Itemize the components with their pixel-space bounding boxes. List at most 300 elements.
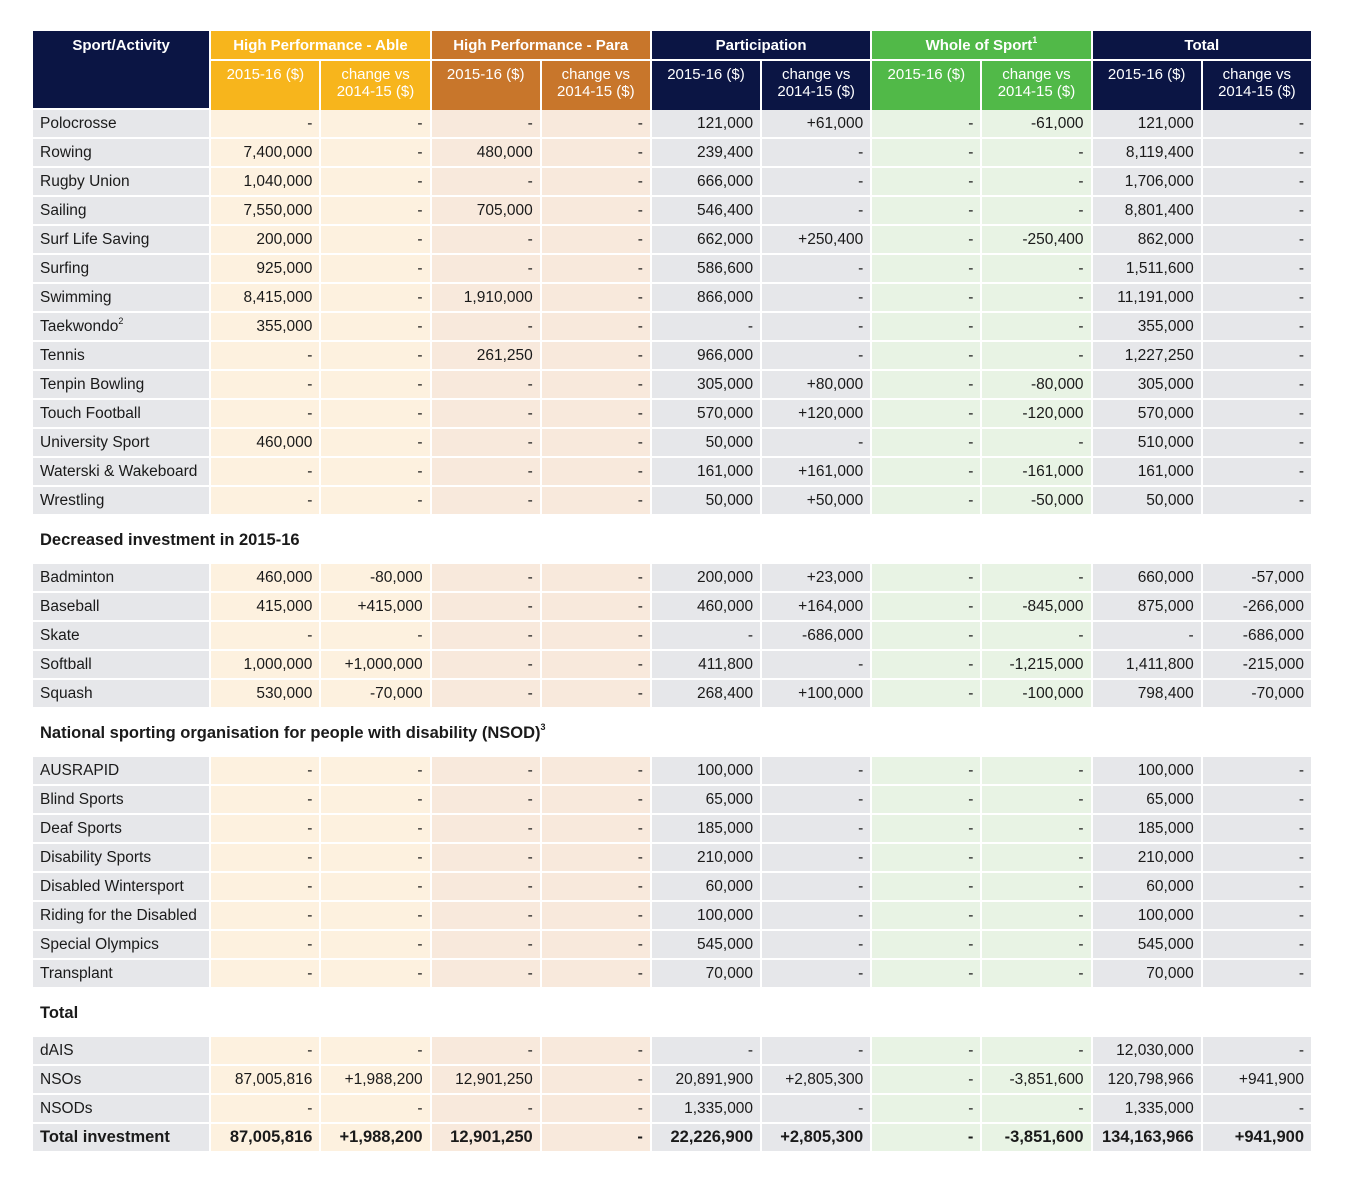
hp-para-change-cell: - xyxy=(542,226,652,255)
total-change-cell: - xyxy=(1203,786,1313,815)
hp-able-change-cell: - xyxy=(321,757,431,786)
subheader-value: 2015-16 ($) xyxy=(432,61,542,110)
participation-change-cell: - xyxy=(762,651,872,680)
hp-able-value-cell: - xyxy=(211,757,321,786)
total-change-cell: - xyxy=(1203,902,1313,931)
whole-of-sport-change-cell: -3,851,600 xyxy=(982,1066,1092,1095)
hp-para-value-cell: 1,910,000 xyxy=(432,284,542,313)
sport-name-label: Swimming xyxy=(40,288,112,306)
sport-name-label: Skate xyxy=(40,626,80,644)
participation-change-cell: +50,000 xyxy=(762,487,872,516)
section-heading-nsod xyxy=(33,709,1313,757)
whole-of-sport-change-cell: - xyxy=(982,873,1092,902)
participation-value-cell: - xyxy=(652,313,762,342)
sport-name-label: Deaf Sports xyxy=(40,819,122,837)
hp-able-change-cell: - xyxy=(321,110,431,139)
total-value-cell: 862,000 xyxy=(1093,226,1203,255)
table-row xyxy=(33,313,1313,342)
total-change-cell: - xyxy=(1203,226,1313,255)
table-row xyxy=(33,342,1313,371)
total-value-cell: 545,000 xyxy=(1093,931,1203,960)
whole-of-sport-change-cell: -100,000 xyxy=(982,680,1092,709)
total-change-cell: - xyxy=(1203,197,1313,226)
hp-able-change-cell: - xyxy=(321,873,431,902)
participation-change-cell: - xyxy=(762,960,872,989)
total-change-cell: - xyxy=(1203,400,1313,429)
whole-of-sport-change-cell: - xyxy=(982,429,1092,458)
table-row xyxy=(33,400,1313,429)
hp-para-value-cell: - xyxy=(432,371,542,400)
total-value-cell: 70,000 xyxy=(1093,960,1203,989)
total-value-cell: 1,411,800 xyxy=(1093,651,1203,680)
whole-of-sport-value-cell: - xyxy=(872,313,982,342)
participation-value-cell: 966,000 xyxy=(652,342,762,371)
rows-nsod xyxy=(33,757,1313,989)
participation-change-cell: - xyxy=(762,168,872,197)
subheader-value: 2015-16 ($) xyxy=(211,61,321,110)
hp-para-change-cell: - xyxy=(542,873,652,902)
participation-value-cell: 50,000 xyxy=(652,487,762,516)
section-heading-nsod-label: National sporting organisation for people with disability (NSOD) xyxy=(40,723,541,742)
subheader-value: 2015-16 ($) xyxy=(1093,61,1203,110)
sport-name xyxy=(33,255,211,284)
sport-name-label: Special Olympics xyxy=(40,935,159,953)
hp-para-value-cell: - xyxy=(432,255,542,284)
hp-able-change-cell: - xyxy=(321,786,431,815)
sport-name xyxy=(33,110,211,139)
total-change-cell: - xyxy=(1203,1037,1313,1066)
total-change-cell: - xyxy=(1203,873,1313,902)
hp-para-change-cell: - xyxy=(542,651,652,680)
hp-able-change-cell: - xyxy=(321,960,431,989)
whole-of-sport-change-cell: - xyxy=(982,786,1092,815)
table-row xyxy=(33,487,1313,516)
hp-able-value-cell: - xyxy=(211,110,321,139)
table-row xyxy=(33,429,1313,458)
participation-change-cell: +2,805,300 xyxy=(762,1124,872,1153)
sport-name-label: Disability Sports xyxy=(40,848,152,866)
whole-of-sport-value-cell: - xyxy=(872,931,982,960)
total-change-cell: -266,000 xyxy=(1203,593,1313,622)
participation-value-cell: 161,000 xyxy=(652,458,762,487)
total-change-cell: - xyxy=(1203,815,1313,844)
total-change-cell: - xyxy=(1203,110,1313,139)
total-value-cell: 570,000 xyxy=(1093,400,1203,429)
sport-name xyxy=(33,815,211,844)
table-row xyxy=(33,902,1313,931)
table-row xyxy=(33,931,1313,960)
sport-name xyxy=(33,487,211,516)
whole-of-sport-value-cell: - xyxy=(872,1124,982,1153)
hp-para-value-cell: - xyxy=(432,873,542,902)
hp-able-change-cell: - xyxy=(321,168,431,197)
whole-of-sport-value-cell: - xyxy=(872,873,982,902)
hp-able-value-cell: 1,040,000 xyxy=(211,168,321,197)
whole-of-sport-change-cell: -80,000 xyxy=(982,371,1092,400)
hp-para-value-cell: - xyxy=(432,931,542,960)
sport-name xyxy=(33,786,211,815)
hp-able-value-cell: 530,000 xyxy=(211,680,321,709)
total-value-cell: 1,706,000 xyxy=(1093,168,1203,197)
whole-of-sport-value-cell: - xyxy=(872,786,982,815)
hp-para-value-cell: - xyxy=(432,593,542,622)
total-value-cell: 65,000 xyxy=(1093,786,1203,815)
total-change-cell: -686,000 xyxy=(1203,622,1313,651)
hp-para-change-cell: - xyxy=(542,815,652,844)
total-value-cell: 100,000 xyxy=(1093,757,1203,786)
total-change-cell: - xyxy=(1203,429,1313,458)
hp-able-change-cell: -70,000 xyxy=(321,680,431,709)
participation-value-cell: 586,600 xyxy=(652,255,762,284)
total-value-cell: 50,000 xyxy=(1093,487,1203,516)
hp-able-change-cell: - xyxy=(321,313,431,342)
whole-of-sport-value-cell: - xyxy=(872,400,982,429)
hp-able-value-cell: 7,400,000 xyxy=(211,139,321,168)
participation-change-cell: - xyxy=(762,429,872,458)
hp-para-value-cell: - xyxy=(432,844,542,873)
participation-change-cell: +250,400 xyxy=(762,226,872,255)
table-row xyxy=(33,960,1313,989)
hp-able-change-cell: - xyxy=(321,1095,431,1124)
header-group-hp-para: High Performance - Para xyxy=(432,31,652,61)
table-row xyxy=(33,458,1313,487)
table-row xyxy=(33,757,1313,786)
whole-of-sport-value-cell: - xyxy=(872,429,982,458)
hp-able-change-cell: - xyxy=(321,197,431,226)
participation-value-cell: 1,335,000 xyxy=(652,1095,762,1124)
hp-para-value-cell: 705,000 xyxy=(432,197,542,226)
subheader-change: change vs 2014-15 ($) xyxy=(762,61,872,110)
hp-para-change-cell: - xyxy=(542,342,652,371)
hp-para-value-cell: - xyxy=(432,960,542,989)
total-change-cell: - xyxy=(1203,313,1313,342)
whole-of-sport-value-cell: - xyxy=(872,342,982,371)
sport-name xyxy=(33,313,211,342)
total-change-cell: -70,000 xyxy=(1203,680,1313,709)
whole-of-sport-value-cell: - xyxy=(872,168,982,197)
footnote-marker: 2 xyxy=(118,315,124,326)
hp-para-change-cell: - xyxy=(542,255,652,284)
hp-para-value-cell: - xyxy=(432,651,542,680)
sport-name xyxy=(33,873,211,902)
sport-name xyxy=(33,429,211,458)
hp-para-change-cell: - xyxy=(542,1124,652,1153)
sport-name-label: Tennis xyxy=(40,346,85,364)
investment-table xyxy=(33,31,1313,1153)
whole-of-sport-value-cell: - xyxy=(872,902,982,931)
sport-name xyxy=(33,139,211,168)
hp-able-value-cell: 415,000 xyxy=(211,593,321,622)
hp-able-value-cell: - xyxy=(211,1095,321,1124)
whole-of-sport-change-cell: - xyxy=(982,168,1092,197)
hp-able-value-cell: 7,550,000 xyxy=(211,197,321,226)
hp-para-change-cell: - xyxy=(542,680,652,709)
footnote-marker: 3 xyxy=(540,721,546,732)
participation-change-cell: +120,000 xyxy=(762,400,872,429)
hp-para-value-cell: - xyxy=(432,680,542,709)
section-heading-decreased: Decreased investment in 2015-16 xyxy=(33,516,1313,564)
hp-able-change-cell: - xyxy=(321,226,431,255)
participation-value-cell: 866,000 xyxy=(652,284,762,313)
subheader-change: change vs 2014-15 ($) xyxy=(982,61,1092,110)
hp-para-change-cell: - xyxy=(542,487,652,516)
participation-value-cell: 545,000 xyxy=(652,931,762,960)
participation-change-cell: +161,000 xyxy=(762,458,872,487)
sport-name-label: Blind Sports xyxy=(40,790,124,808)
sport-name xyxy=(33,1066,211,1095)
hp-able-value-cell: - xyxy=(211,371,321,400)
total-value-cell: 875,000 xyxy=(1093,593,1203,622)
hp-para-value-cell: - xyxy=(432,1095,542,1124)
rows-total xyxy=(33,1037,1313,1153)
hp-able-value-cell: - xyxy=(211,844,321,873)
sport-name-label: Waterski & Wakeboard xyxy=(40,462,198,480)
sport-name xyxy=(33,622,211,651)
whole-of-sport-value-cell: - xyxy=(872,284,982,313)
hp-para-change-cell: - xyxy=(542,960,652,989)
total-change-cell: +941,900 xyxy=(1203,1124,1313,1153)
whole-of-sport-value-cell: - xyxy=(872,487,982,516)
participation-value-cell: 666,000 xyxy=(652,168,762,197)
subheader-change: change vs 2014-15 ($) xyxy=(1203,61,1313,110)
total-change-cell: -215,000 xyxy=(1203,651,1313,680)
sport-name-label: University Sport xyxy=(40,433,150,451)
whole-of-sport-value-cell: - xyxy=(872,1095,982,1124)
sport-name-label: Transplant xyxy=(40,964,113,982)
total-value-cell: 185,000 xyxy=(1093,815,1203,844)
participation-change-cell: +164,000 xyxy=(762,593,872,622)
sport-name-label: Baseball xyxy=(40,597,100,615)
sport-name-label: Surf Life Saving xyxy=(40,230,150,248)
whole-of-sport-change-cell: -1,215,000 xyxy=(982,651,1092,680)
participation-value-cell: 100,000 xyxy=(652,757,762,786)
hp-para-change-cell: - xyxy=(542,313,652,342)
participation-change-cell: - xyxy=(762,757,872,786)
header-group-total: Total xyxy=(1093,31,1313,61)
table-row xyxy=(33,1066,1313,1095)
participation-change-cell: - xyxy=(762,815,872,844)
whole-of-sport-change-cell: - xyxy=(982,1037,1092,1066)
participation-value-cell: 662,000 xyxy=(652,226,762,255)
total-change-cell: - xyxy=(1203,1095,1313,1124)
hp-able-value-cell: - xyxy=(211,873,321,902)
sport-name xyxy=(33,844,211,873)
hp-able-change-cell: +1,000,000 xyxy=(321,651,431,680)
hp-able-value-cell: 925,000 xyxy=(211,255,321,284)
hp-para-change-cell: - xyxy=(542,429,652,458)
hp-able-change-cell: - xyxy=(321,815,431,844)
whole-of-sport-value-cell: - xyxy=(872,139,982,168)
total-change-cell: -57,000 xyxy=(1203,564,1313,593)
sport-name xyxy=(33,371,211,400)
whole-of-sport-change-cell: - xyxy=(982,284,1092,313)
hp-able-change-cell: - xyxy=(321,458,431,487)
hp-para-change-cell: - xyxy=(542,564,652,593)
table-row xyxy=(33,1124,1313,1153)
whole-of-sport-change-cell: - xyxy=(982,622,1092,651)
participation-value-cell: 570,000 xyxy=(652,400,762,429)
total-change-cell: - xyxy=(1203,371,1313,400)
sport-name xyxy=(33,1095,211,1124)
table-row xyxy=(33,197,1313,226)
whole-of-sport-value-cell: - xyxy=(872,844,982,873)
sport-name-label: Wrestling xyxy=(40,491,105,509)
total-change-cell: - xyxy=(1203,487,1313,516)
hp-para-change-cell: - xyxy=(542,844,652,873)
participation-change-cell: - xyxy=(762,931,872,960)
hp-para-value-cell: - xyxy=(432,458,542,487)
hp-able-value-cell: - xyxy=(211,342,321,371)
participation-change-cell: -686,000 xyxy=(762,622,872,651)
sport-name-label: Touch Football xyxy=(40,404,141,422)
participation-value-cell: 546,400 xyxy=(652,197,762,226)
table-row xyxy=(33,1095,1313,1124)
hp-para-value-cell: - xyxy=(432,902,542,931)
header-group-hp-able: High Performance - Able xyxy=(211,31,431,61)
total-value-cell: 1,227,250 xyxy=(1093,342,1203,371)
sport-name-label: Squash xyxy=(40,684,93,702)
participation-value-cell: 460,000 xyxy=(652,593,762,622)
table-row xyxy=(33,786,1313,815)
table-row xyxy=(33,168,1313,197)
whole-of-sport-change-cell: - xyxy=(982,139,1092,168)
whole-of-sport-value-cell: - xyxy=(872,197,982,226)
sport-name-label: Sailing xyxy=(40,201,87,219)
whole-of-sport-change-cell: - xyxy=(982,342,1092,371)
hp-para-change-cell: - xyxy=(542,931,652,960)
whole-of-sport-value-cell: - xyxy=(872,815,982,844)
participation-value-cell: 70,000 xyxy=(652,960,762,989)
participation-value-cell: 185,000 xyxy=(652,815,762,844)
total-value-cell: 8,119,400 xyxy=(1093,139,1203,168)
total-change-cell: - xyxy=(1203,255,1313,284)
hp-para-value-cell: - xyxy=(432,786,542,815)
total-value-cell: 12,030,000 xyxy=(1093,1037,1203,1066)
participation-change-cell: - xyxy=(762,197,872,226)
sport-name-label: Badminton xyxy=(40,568,115,586)
header-sport-activity: Sport/Activity xyxy=(33,31,211,110)
total-change-cell: - xyxy=(1203,284,1313,313)
sport-name xyxy=(33,564,211,593)
hp-able-change-cell: - xyxy=(321,622,431,651)
participation-change-cell: - xyxy=(762,139,872,168)
table-row xyxy=(33,284,1313,313)
participation-change-cell: - xyxy=(762,284,872,313)
hp-para-value-cell: 261,250 xyxy=(432,342,542,371)
hp-able-change-cell: - xyxy=(321,400,431,429)
hp-para-value-cell: - xyxy=(432,168,542,197)
total-value-cell: 134,163,966 xyxy=(1093,1124,1203,1153)
sport-name xyxy=(33,400,211,429)
participation-value-cell: 210,000 xyxy=(652,844,762,873)
hp-para-change-cell: - xyxy=(542,371,652,400)
hp-able-value-cell: - xyxy=(211,487,321,516)
whole-of-sport-change-cell: - xyxy=(982,844,1092,873)
hp-para-value-cell: - xyxy=(432,487,542,516)
hp-para-change-cell: - xyxy=(542,284,652,313)
hp-para-value-cell: - xyxy=(432,429,542,458)
whole-of-sport-value-cell: - xyxy=(872,651,982,680)
whole-of-sport-change-cell: -845,000 xyxy=(982,593,1092,622)
sport-name xyxy=(33,1124,211,1153)
participation-value-cell: 200,000 xyxy=(652,564,762,593)
table-row xyxy=(33,815,1313,844)
hp-para-value-cell: - xyxy=(432,226,542,255)
participation-value-cell: 100,000 xyxy=(652,902,762,931)
whole-of-sport-change-cell: - xyxy=(982,197,1092,226)
hp-able-value-cell: 355,000 xyxy=(211,313,321,342)
table-row xyxy=(33,110,1313,139)
hp-able-value-cell: 87,005,816 xyxy=(211,1066,321,1095)
sport-name xyxy=(33,593,211,622)
sport-name xyxy=(33,168,211,197)
table-row xyxy=(33,564,1313,593)
total-value-cell: 121,000 xyxy=(1093,110,1203,139)
table-row xyxy=(33,680,1313,709)
total-value-cell: 210,000 xyxy=(1093,844,1203,873)
hp-able-value-cell: - xyxy=(211,931,321,960)
hp-able-value-cell: - xyxy=(211,1037,321,1066)
section-nsod xyxy=(33,709,1313,757)
sport-name xyxy=(33,902,211,931)
rows-increased xyxy=(33,110,1313,516)
participation-change-cell: - xyxy=(762,313,872,342)
whole-of-sport-value-cell: - xyxy=(872,458,982,487)
total-change-cell: +941,900 xyxy=(1203,1066,1313,1095)
participation-change-cell: - xyxy=(762,255,872,284)
hp-able-change-cell: - xyxy=(321,139,431,168)
total-change-cell: - xyxy=(1203,931,1313,960)
subheader-value: 2015-16 ($) xyxy=(872,61,982,110)
hp-able-change-cell: +1,988,200 xyxy=(321,1066,431,1095)
hp-para-value-cell: - xyxy=(432,110,542,139)
hp-para-change-cell: - xyxy=(542,458,652,487)
hp-para-change-cell: - xyxy=(542,110,652,139)
hp-able-change-cell: +1,988,200 xyxy=(321,1124,431,1153)
whole-of-sport-change-cell: - xyxy=(982,313,1092,342)
hp-able-value-cell: 87,005,816 xyxy=(211,1124,321,1153)
participation-change-cell: - xyxy=(762,1037,872,1066)
sport-name xyxy=(33,342,211,371)
total-value-cell: 1,511,600 xyxy=(1093,255,1203,284)
hp-para-value-cell: 480,000 xyxy=(432,139,542,168)
whole-of-sport-change-cell: - xyxy=(982,564,1092,593)
hp-able-change-cell: - xyxy=(321,1037,431,1066)
sport-name-label: Rowing xyxy=(40,143,92,161)
hp-able-value-cell: 8,415,000 xyxy=(211,284,321,313)
table-row xyxy=(33,371,1313,400)
hp-para-change-cell: - xyxy=(542,786,652,815)
total-value-cell: - xyxy=(1093,622,1203,651)
hp-able-change-cell: - xyxy=(321,284,431,313)
section-decreased xyxy=(33,516,1313,564)
participation-value-cell: 60,000 xyxy=(652,873,762,902)
whole-of-sport-change-cell: - xyxy=(982,902,1092,931)
whole-of-sport-change-cell: -3,851,600 xyxy=(982,1124,1092,1153)
sport-name-label: Polocrosse xyxy=(40,114,117,132)
hp-para-change-cell: - xyxy=(542,400,652,429)
total-value-cell: 798,400 xyxy=(1093,680,1203,709)
sport-name xyxy=(33,284,211,313)
participation-value-cell: 305,000 xyxy=(652,371,762,400)
participation-value-cell: - xyxy=(652,622,762,651)
total-value-cell: 60,000 xyxy=(1093,873,1203,902)
whole-of-sport-change-cell: -161,000 xyxy=(982,458,1092,487)
hp-para-change-cell: - xyxy=(542,593,652,622)
whole-of-sport-change-cell: -120,000 xyxy=(982,400,1092,429)
hp-able-change-cell: - xyxy=(321,844,431,873)
hp-able-change-cell: +415,000 xyxy=(321,593,431,622)
